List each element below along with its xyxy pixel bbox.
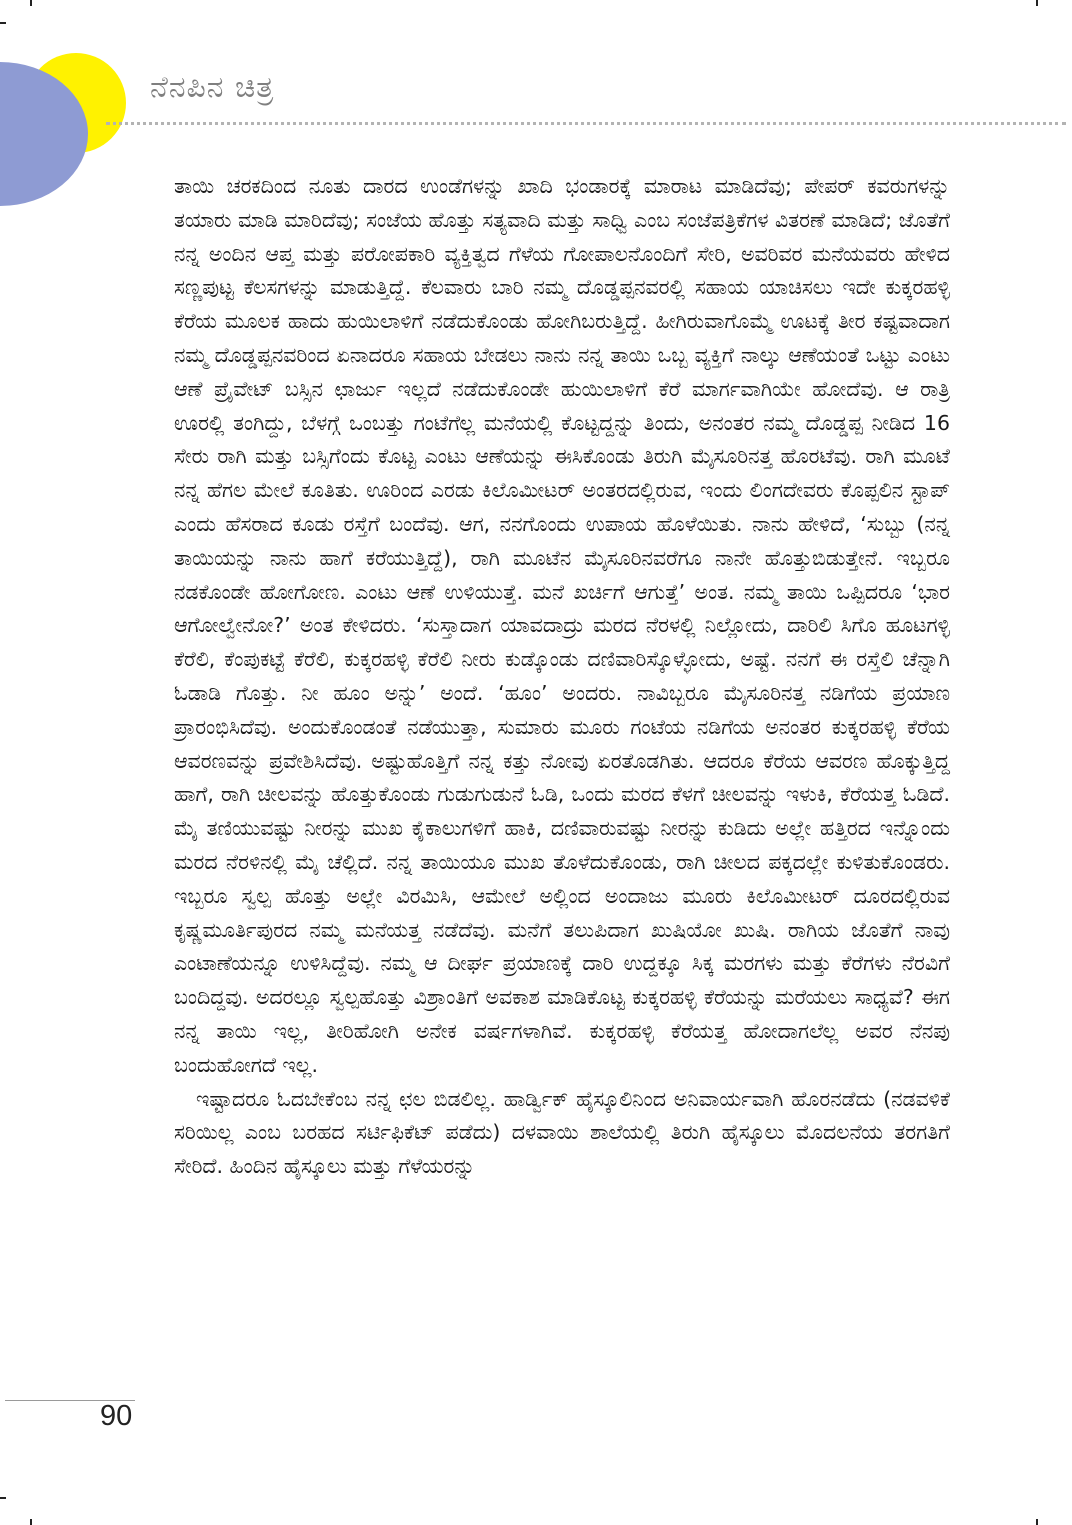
crop-mark-bottom-right-vertical: [1036, 1519, 1038, 1525]
body-text: [174, 170, 950, 1392]
paragraph: ಇಷ್ಟಾದರೂ ಓದಬೇಕೆಂಬ ನನ್ನ ಛಲ ಬಿಡಲಿಲ್ಲ. ಹಾರ್ಡ್ವಿಕ್ ಹೈಸ್ಕೂಲಿನಿಂದ ಅನಿವಾರ್ಯವಾಗಿ ಹೊರನಡೆದು (ನಡವಳಿಕೆ ಸರಿಯಿಲ್ಲ ಎಂಬ ಬರಹದ ಸರ್ಟಿಫಿಕೆಟ್ ಪಡೆದು) ದಳವಾಯಿ ಶಾಲೆಯಲ್ಲಿ ತಿರುಗಿ ಹೈಸ್ಕೂಲು ಮೊದಲನೆಯ ತರಗತಿಗೆ ಸೇರಿದೆ. ಹಿಂದಿನ ಹೈಸ್ಕೂಲು ಮತ್ತು ಗೆಳೆಯರನ್ನು: [174, 1086, 950, 1179]
page-number: 90: [100, 1400, 133, 1432]
crop-mark-bottom-left: [0, 1497, 6, 1499]
paragraph: ತಾಯಿ ಚರಕದಿಂದ ನೂತು ದಾರದ ಉಂಡೆಗಳನ್ನು ಖಾದಿ ಭಂಡಾರಕ್ಕೆ ಮಾರಾಟ ಮಾಡಿದೆವು; ಪೇಪರ್ ಕವರುಗಳನ್ನು ತಯಾರು ಮಾಡಿ ಮಾರಿದೆವು; ಸಂಜೆಯ ಹೊತ್ತು ಸತ್ಯವಾದಿ ಮತ್ತು ಸಾಧ್ವಿ ಎಂಬ ಸಂಜೆಪತ್ರಿಕೆಗಳ ವಿತರಣೆ ಮಾಡಿದೆ; ಜೊತೆಗೆ ನನ್ನ ಅಂದಿನ ಆಪ್ತ ಮತ್ತು ಪರೋಪಕಾರಿ ವ್ಯಕ್ತಿತ್ವದ ಗೆಳೆಯ ಗೋಪಾಲನೊಂದಿಗೆ ಸೇರಿ, ಅವರಿವರ ಮನೆಯವರು ಹೇಳಿದ ಸಣ್ಣಪುಟ್ಟ ಕೆಲಸಗಳನ್ನು ಮಾಡುತ್ತಿದ್ದೆ. ಕೆಲವಾರು ಬಾರಿ ನಮ್ಮ ದೊಡ್ಡಪ್ಪನವರಲ್ಲಿ ಸಹಾಯ ಯಾಚಿಸಲು ಇದೇ ಕುಕ್ಕರಹಳ್ಳಿ ಕೆರೆಯ ಮೂಲಕ ಹಾದು ಹುಯಿಲಾಳಿಗೆ ನಡೆದುಕೊಂಡು ಹೋಗಿಬರುತ್ತಿದ್ದೆ. ಹೀಗಿರುವಾಗೊಮ್ಮೆ ಊಟಕ್ಕೆ ತೀರ ಕಷ್ಟವಾದಾಗ ನಮ್ಮ ದೊಡ್ಡಪ್ಪನವರಿಂದ ಏನಾದರೂ ಸಹಾಯ ಬೇಡಲು ನಾನು ನನ್ನ ತಾಯಿ ಒಬ್ಬ ವ್ಯಕ್ತಿಗೆ ನಾಲ್ಕು ಆಣೆಯಂತೆ ಒಟ್ಟು ಎಂಟು ಆಣೆ ಪ್ರೈವೇಟ್ ಬಸ್ಸಿನ ಛಾರ್ಜು ಇಲ್ಲದೆ ನಡೆದುಕೊಂಡೇ ಹುಯಿಲಾಳಿಗೆ ಕೆರೆ ಮಾರ್ಗವಾಗಿಯೇ ಹೋದೆವು. ಆ ರಾತ್ರಿ ಊರಲ್ಲಿ ತಂಗಿದ್ದು, ಬೆಳಗ್ಗೆ ಒಂಬತ್ತು ಗಂಟೆಗೆಲ್ಲ ಮನೆಯಲ್ಲಿ ಕೊಟ್ಟದ್ದನ್ನು ತಿಂದು, ಅನಂತರ ನಮ್ಮ ದೊಡ್ಡಪ್ಪ ನೀಡಿದ 16 ಸೇರು ರಾಗಿ ಮತ್ತು ಬಸ್ಸಿಗೆಂದು ಕೊಟ್ಟ ಎಂಟು ಆಣೆಯನ್ನು ಈಸಿಕೊಂಡು ತಿರುಗಿ ಮೈಸೂರಿನತ್ತ ಹೊರಟೆವು. ರಾಗಿ ಮೂಟೆ ನನ್ನ ಹೆಗಲ ಮೇಲೆ ಕೂತಿತು. ಊರಿಂದ ಎರಡು ಕಿಲೊಮೀಟರ್ ಅಂತರದಲ್ಲಿರುವ, ಇಂದು ಲಿಂಗದೇವರು ಕೊಪ್ಪಲಿನ ಸ್ಟಾಪ್ ಎಂದು ಹೆಸರಾದ ಕೂಡು ರಸ್ತೆಗೆ ಬಂದೆವು. ಆಗ, ನನಗೊಂದು ಉಪಾಯ ಹೊಳೆಯಿತು. ನಾನು ಹೇಳಿದೆ, ‘ಸುಬ್ಬು (ನನ್ನ ತಾಯಿಯನ್ನು ನಾನು ಹಾಗೆ ಕರೆಯುತ್ತಿದ್ದೆ), ರಾಗಿ ಮೂಟೆನ ಮೈಸೂರಿನವರೆಗೂ ನಾನೇ ಹೊತ್ತುಬಿಡುತ್ತೇನೆ. ಇಬ್ಬರೂ ನಡಕೊಂಡೇ ಹೋಗೋಣ. ಎಂಟು ಆಣೆ ಉಳಿಯುತ್ತೆ. ಮನೆ ಖರ್ಚಿಗೆ ಆಗುತ್ತೆ’ ಅಂತ. ನಮ್ಮ ತಾಯಿ ಒಪ್ಪಿದರೂ ‘ಭಾರ ಆಗೋಲ್ವೇನೋ?’ ಅಂತ ಕೇಳಿದರು. ‘ಸುಸ್ತಾದಾಗ ಯಾವದಾದ್ರು ಮರದ ನೆರಳಲ್ಲಿ ನಿಲ್ಲೋದು, ದಾರಿಲಿ ಸಿಗೊ ಹೂಟಗಳ್ಳಿ ಕೆರೆಲಿ, ಕೆಂಪುಕಟ್ಟೆ ಕೆರೆಲಿ, ಕುಕ್ಕರಹಳ್ಳಿ ಕೆರೆಲಿ ನೀರು ಕುಡ್ಕೊಂಡು ದಣಿವಾರಿಸ್ಕೊಳ್ಳೋದು, ಅಷ್ಟೆ. ನನಗೆ ಈ ರಸ್ತೆಲಿ ಚೆನ್ನಾಗಿ ಓಡಾಡಿ ಗೊತ್ತು. ನೀ ಹೂಂ ಅನ್ನು’ ಅಂದೆ. ‘ಹೂಂ’ ಅಂದರು. ನಾವಿಬ್ಬರೂ ಮೈಸೂರಿನತ್ತ ನಡಿಗೆಯ ಪ್ರಯಾಣ ಪ್ರಾರಂಭಿಸಿದೆವು. ಅಂದುಕೊಂಡಂತೆ ನಡೆಯುತ್ತಾ, ಸುಮಾರು ಮೂರು ಗಂಟೆಯ ನಡಿಗೆಯ ಅನಂತರ ಕುಕ್ಕರಹಳ್ಳಿ ಕೆರೆಯ ಆವರಣವನ್ನು ಪ್ರವೇಶಿಸಿದೆವು. ಅಷ್ಟುಹೊತ್ತಿಗೆ ನನ್ನ ಕತ್ತು ನೋವು ಏರತೊಡಗಿತು. ಆದರೂ ಕೆರೆಯ ಆವರಣ ಹೊಕ್ಕುತ್ತಿದ್ದ ಹಾಗೆ, ರಾಗಿ ಚೀಲವನ್ನು ಹೊತ್ತುಕೊಂಡು ಗುಡುಗುಡುನೆ ಓಡಿ, ಒಂದು ಮರದ ಕೆಳಗೆ ಚೀಲವನ್ನು ಇಳುಕಿ, ಕೆರೆಯತ್ತ ಓಡಿದೆ. ಮೈ ತಣಿಯುವಷ್ಟು ನೀರನ್ನು ಮುಖ ಕೈಕಾಲುಗಳಿಗೆ ಹಾಕಿ, ದಣಿವಾರುವಷ್ಟು ನೀರನ್ನು ಕುಡಿದು ಅಲ್ಲೇ ಹತ್ತಿರದ ಇನ್ನೊಂದು ಮರದ ನೆರಳಿನಲ್ಲಿ ಮೈ ಚೆಲ್ಲಿದೆ. ನನ್ನ ತಾಯಿಯೂ ಮುಖ ತೊಳೆದುಕೊಂಡು, ರಾಗಿ ಚೀಲದ ಪಕ್ಕದಲ್ಲೇ ಕುಳಿತುಕೊಂಡರು. ಇಬ್ಬರೂ ಸ್ವಲ್ಪ ಹೊತ್ತು ಅಲ್ಲೇ ವಿರಮಿಸಿ, ಆಮೇಲೆ ಅಲ್ಲಿಂದ ಅಂದಾಜು ಮೂರು ಕಿಲೊಮೀಟರ್ ದೂರದಲ್ಲಿರುವ ಕೃಷ್ಣಮೂರ್ತಿಪುರದ ನಮ್ಮ ಮನೆಯತ್ತ ನಡೆದೆವು. ಮನೆಗೆ ತಲುಪಿದಾಗ ಖುಷಿಯೋ ಖುಷಿ. ರಾಗಿಯ ಜೊತೆಗೆ ನಾವು ಎಂಟಾಣೆಯನ್ನೂ ಉಳಿಸಿದ್ದೆವು. ನಮ್ಮ ಆ ದೀರ್ಘ ಪ್ರಯಾಣಕ್ಕೆ ದಾರಿ ಉದ್ದಕ್ಕೂ ಸಿಕ್ಕ ಮರಗಳು ಮತ್ತು ಕೆರೆಗಳು ನೆರವಿಗೆ ಬಂದಿದ್ದವು. ಅದರಲ್ಲೂ ಸ್ವಲ್ಪಹೊತ್ತು ವಿಶ್ರಾಂತಿಗೆ ಅವಕಾಶ ಮಾಡಿಕೊಟ್ಟ ಕುಕ್ಕರಹಳ್ಳಿ ಕೆರೆಯನ್ನು ಮರೆಯಲು ಸಾಧ್ಯವೆ? ಈಗ ನನ್ನ ತಾಯಿ ಇಲ್ಲ, ತೀರಿಹೋಗಿ ಅನೇಕ ವರ್ಷಗಳಾಗಿವೆ. ಕುಕ್ಕರಹಳ್ಳಿ ಕೆರೆಯತ್ತ ಹೋದಾಗಲೆಲ್ಲ ಅವರ ನೆನಪು ಬಂದುಹೋಗದೆ ಇಲ್ಲ.: [174, 174, 950, 1077]
crop-mark-bottom-left-vertical: [30, 1519, 32, 1525]
crop-mark-top-left-vertical: [30, 0, 32, 6]
header-dotted-rule: [106, 122, 1066, 125]
crop-mark-top-left: [0, 22, 6, 24]
running-head-title: ನೆನಪಿನ ಚಿತ್ರ: [150, 70, 275, 105]
crop-mark-top-right-vertical: [1036, 0, 1038, 6]
